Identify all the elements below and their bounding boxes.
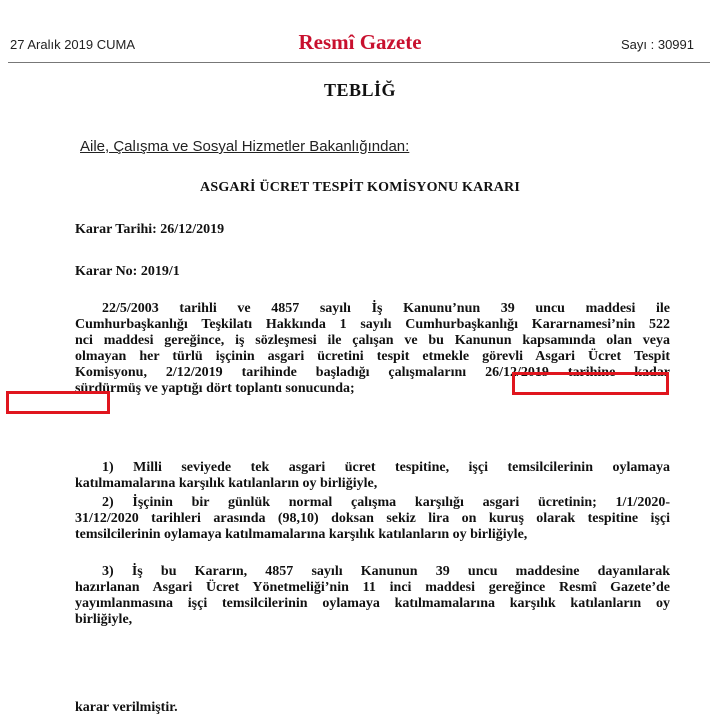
decision-item-2 xyxy=(75,495,670,543)
document-type-heading: TEBLİĞ xyxy=(323,80,397,100)
paragraph-line: Cumhurbaşkanlığı Teşkilatı Hakkında 1 sayılı Cumhurbaşkanlığı Kararnamesi’nin 522 xyxy=(75,317,670,332)
publication-date: 27 Aralık 2019 CUMA xyxy=(10,37,136,52)
item-line: 3) İş bu Kararın, 4857 sayılı Kanunun 39 uncu maddesine dayanılarak xyxy=(102,564,670,579)
highlight-box-commission-continued xyxy=(6,391,110,414)
item-line: katılmamalarına karşılık katılanların oy birliğiyle, xyxy=(75,476,378,491)
item-line: 1) Milli seviyede tek asgari ücret tespitine, işçi temsilcilerinin oylamaya xyxy=(102,460,670,475)
item-line: yayımlanmasına işçi temsilcilerinin oylamaya katılmamalarına karşılık katılanların oy xyxy=(75,596,670,611)
decision-item-3 xyxy=(75,564,670,628)
item-line: 31/12/2020 tarihleri arasında (98,10) doksan sekiz lira on kuruş olarak tespitine işçi xyxy=(75,511,670,526)
item-line: hazırlanan Asgari Ücret Yönetmeliği’nin 11 inci maddesi gereğince Resmî Gazete’de xyxy=(75,580,670,595)
decision-date: Karar Tarihi: 26/12/2019 xyxy=(75,222,225,237)
closing-line: karar verilmiştir. xyxy=(75,700,178,715)
item-line: 2) İşçinin bir günlük normal çalışma karşılığı asgari ücretinin; 1/1/2020- xyxy=(102,495,670,510)
header-divider xyxy=(8,62,710,63)
paragraph-line: 22/5/2003 tarihli ve 4857 sayılı İş Kanunu’nun 39 uncu maddesi ile xyxy=(102,301,670,316)
paragraph-line: olmayan her türlü işçinin asgari ücretini tespit etmekle görevli Asgari Ücret Tespit xyxy=(75,349,670,364)
ministry-line: Aile, Çalışma ve Sosyal Hizmetler Bakanlığından: xyxy=(80,138,410,155)
decision-item-1 xyxy=(75,460,670,492)
paragraph-line: nci maddesi gereğince, iş sözleşmesi ile çalışan ve bu Kanunun kapsamında olan veya xyxy=(75,333,670,348)
paragraph-line: sürdürmüş ve yaptığı dört toplantı sonucunda; xyxy=(75,381,355,396)
gazette-title: Resmî Gazete xyxy=(298,30,422,54)
item-line: birliğiyle, xyxy=(75,612,133,627)
paragraph-line: Komisyonu, 2/12/2019 tarihinde başladığı çalışmalarını 26/12/2019 tarihine kadar xyxy=(75,365,670,380)
highlight-box-commission xyxy=(512,372,669,395)
item-line: temsilcilerinin oylamaya katılmamalarına karşılık katılanların oy birliğiyle, xyxy=(75,527,528,542)
decision-number: Karar No: 2019/1 xyxy=(75,264,180,279)
issue-number: Sayı : 30991 xyxy=(621,37,694,52)
commission-title: ASGARİ ÜCRET TESPİT KOMİSYONU KARARI xyxy=(200,180,520,195)
